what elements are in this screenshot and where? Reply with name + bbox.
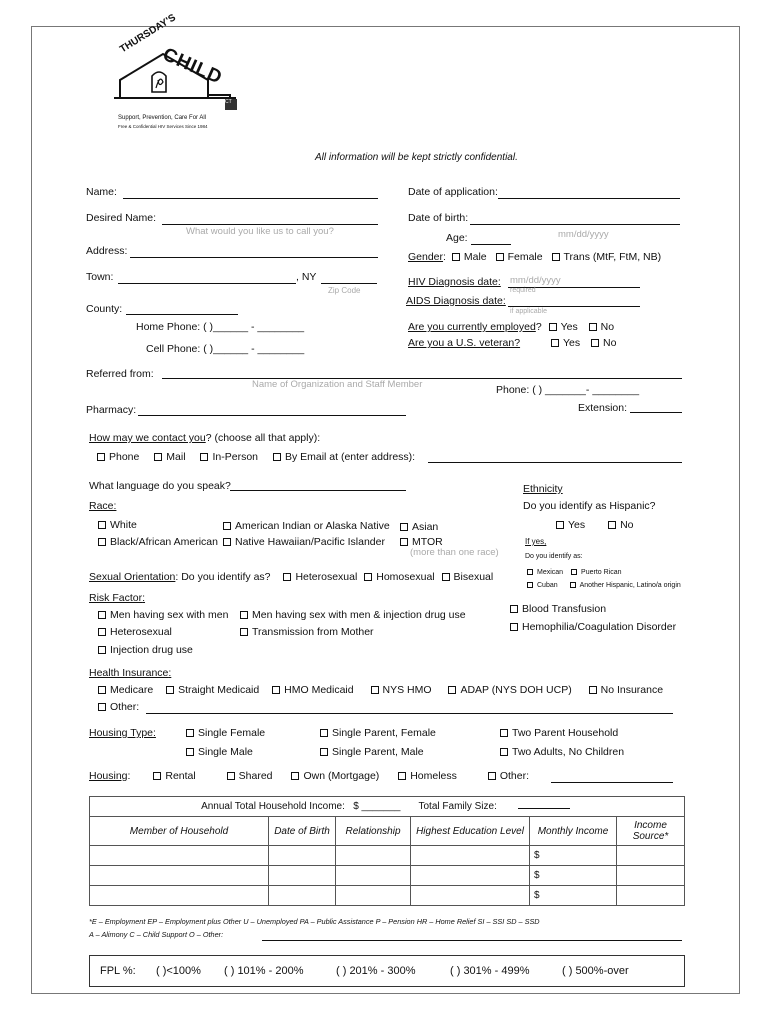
race-mtor-label: MTOR (412, 536, 443, 548)
relationship-cell[interactable] (336, 846, 411, 866)
insurance-adap-checkbox[interactable] (448, 686, 456, 694)
employed-no-checkbox[interactable] (589, 323, 597, 331)
orientation-bi-checkbox[interactable] (442, 573, 450, 581)
logo-badge: CT (225, 99, 232, 105)
housing-single-parent-male-checkbox[interactable] (320, 748, 328, 756)
member-cell[interactable] (90, 846, 269, 866)
fpl-label: FPL %: (100, 965, 136, 977)
header-education: Highest Education Level (411, 817, 530, 846)
risk-mother-label: Transmission from Mother (252, 626, 374, 638)
housing-two-adults-checkbox[interactable] (500, 748, 508, 756)
contact-question-row (89, 432, 320, 444)
insurance-medicare-label: Medicare (110, 684, 154, 696)
race-asian-option (400, 521, 438, 533)
risk-hetero-label: Heterosexual (110, 626, 172, 638)
contact-options (97, 451, 415, 463)
employed-question: Are you currently employed (408, 321, 536, 333)
hispanic-question: Do you identify as Hispanic? (523, 500, 656, 512)
veteran-no-label: No (603, 337, 617, 349)
hispanic-yes-label: Yes (568, 519, 586, 531)
employed-yes-checkbox[interactable] (549, 323, 557, 331)
risk-mother-option (240, 626, 374, 638)
date-of-application-label: Date of application: (408, 186, 498, 198)
name-label: Name: (86, 186, 117, 198)
date-of-birth-label: Date of birth: (408, 212, 469, 224)
housing-single-parent-male-option (320, 746, 424, 758)
monthly-income-cell[interactable]: $ (530, 886, 617, 906)
race-black-option (98, 536, 218, 548)
referred-from-hint: Name of Organization and Staff Member (252, 379, 423, 390)
referred-from-label: Referred from: (86, 368, 154, 380)
family-size-field[interactable] (518, 808, 570, 809)
race-white-checkbox[interactable] (98, 521, 106, 529)
insurance-none-label: No Insurance (600, 684, 664, 696)
contact-question: How may we contact you (89, 432, 206, 444)
date-of-application-field[interactable] (498, 198, 680, 199)
housing-own-checkbox[interactable] (291, 772, 299, 780)
language-field[interactable] (230, 490, 406, 491)
housing-two-parent-label: Two Parent Household (512, 727, 619, 739)
member-cell[interactable] (90, 866, 269, 886)
risk-hemophilia-label: Hemophilia/Coagulation Disorder (522, 621, 677, 633)
extension-label: Extension: (578, 402, 628, 414)
cuban-checkbox[interactable] (527, 582, 533, 588)
relationship-cell[interactable] (336, 866, 411, 886)
race-white-option (98, 519, 137, 531)
header-member: Member of Household (90, 817, 269, 846)
monthly-income-cell[interactable]: $ (530, 866, 617, 886)
hiv-diagnosis-hint: mm/dd/yyyy (510, 275, 561, 286)
household-summary-row (90, 797, 685, 817)
race-asian-checkbox[interactable] (400, 523, 408, 531)
race-black-checkbox[interactable] (98, 538, 106, 546)
housing-two-parent-checkbox[interactable] (500, 729, 508, 737)
gender-label: Gender (408, 251, 444, 263)
veteran-yes-checkbox[interactable] (551, 339, 559, 347)
veteran-group (408, 337, 616, 349)
contact-mail-label: Mail (166, 451, 186, 463)
cell-phone-label[interactable]: Cell Phone: ( )______ - ________ (146, 343, 305, 355)
risk-idu-option (98, 644, 193, 656)
insurance-hmo-medicaid-label: HMO Medicaid (284, 684, 354, 696)
insurance-straight-medicaid-checkbox[interactable] (166, 686, 174, 694)
race-hawaiian-checkbox[interactable] (223, 538, 231, 546)
household-row (90, 866, 685, 886)
housing-two-adults-option (500, 746, 624, 758)
housing-single-female-checkbox[interactable] (186, 729, 194, 737)
desired-name-label: Desired Name: (86, 212, 157, 224)
household-row (90, 886, 685, 906)
race-hawaiian-option (223, 536, 385, 548)
income-source-cell[interactable] (617, 866, 685, 886)
housing-other-label: Other: (499, 770, 530, 782)
aids-diagnosis-label: AIDS Diagnosis date: (406, 295, 506, 307)
annual-income-field[interactable]: $ _______ (353, 801, 401, 812)
orientation-bi-label: Bisexual (453, 571, 494, 583)
contact-phone-checkbox[interactable] (97, 453, 105, 461)
insurance-options (98, 684, 663, 696)
housing-other-field[interactable] (551, 782, 673, 783)
fpl-option-201-300[interactable]: ( ) 201% - 300% (336, 965, 416, 977)
housing-type-label: Housing Type: (89, 727, 156, 739)
logo-subtagline: Free & Confidential HIV Services Since 1984 (118, 124, 208, 129)
orientation-hetero-checkbox[interactable] (283, 573, 291, 581)
other-hispanic-checkbox[interactable] (570, 582, 576, 588)
housing-rental-label: Rental (165, 770, 196, 782)
insurance-other-checkbox[interactable] (98, 703, 106, 711)
age-label: Age: (446, 232, 468, 244)
employed-group: Are you currently employed? Yes No (408, 321, 615, 333)
if-yes-label: If yes, (525, 537, 547, 546)
race-asian-label: Asian (412, 521, 439, 533)
contact-email-checkbox[interactable] (273, 453, 281, 461)
gender-trans-checkbox[interactable] (552, 253, 560, 261)
insurance-other-field[interactable] (146, 713, 673, 714)
employed-yes-label: Yes (560, 321, 578, 333)
household-table (89, 796, 685, 906)
race-mtor-hint: (more than one race) (410, 547, 499, 558)
name-field[interactable] (123, 198, 378, 199)
hispanic-options (556, 519, 634, 531)
housing-shared-checkbox[interactable] (227, 772, 235, 780)
logo-tagline: Support, Prevention, Care For All (118, 115, 207, 121)
header-dob: Date of Birth (269, 817, 336, 846)
orientation-row (89, 571, 493, 583)
town-field[interactable] (118, 283, 296, 284)
ethnicity-label: Ethnicity (523, 483, 563, 495)
race-mtor-checkbox[interactable] (400, 538, 408, 546)
housing-row: Housing: Rental Shared Own (Mortgage) Homeless Other: (89, 770, 530, 782)
risk-factor-label: Risk Factor: (89, 592, 146, 604)
risk-blood-checkbox[interactable] (510, 605, 518, 613)
family-size-label: Total Family Size: (418, 801, 497, 812)
risk-blood-label: Blood Transfusion (522, 603, 607, 615)
race-american-indian-label: American Indian or Alaska Native (235, 520, 390, 532)
hiv-required-hint: required (510, 287, 536, 294)
housing-single-parent-female-checkbox[interactable] (320, 729, 328, 737)
contact-mail-checkbox[interactable] (154, 453, 162, 461)
income-source-legend-2: A – Alimony C – Child Support O – Other: (89, 930, 224, 939)
date-of-birth-field[interactable] (470, 224, 680, 225)
mexican-label: Mexican (537, 569, 564, 576)
insurance-straight-medicaid-label: Straight Medicaid (178, 684, 260, 696)
date-of-birth-hint: mm/dd/yyyy (558, 229, 609, 240)
mexican-checkbox[interactable] (527, 569, 533, 575)
puerto-rican-checkbox[interactable] (571, 569, 577, 575)
insurance-none-checkbox[interactable] (589, 686, 597, 694)
insurance-other-label: Other (110, 701, 137, 713)
fpl-option-101-200[interactable]: ( ) 101% - 200% (224, 965, 304, 977)
address-field[interactable] (130, 257, 378, 258)
housing-homeless-checkbox[interactable] (398, 772, 406, 780)
housing-homeless-label: Homeless (410, 770, 457, 782)
risk-msm-idu-checkbox[interactable] (240, 611, 248, 619)
county-label: County: (86, 303, 123, 315)
insurance-other-option: Other: (98, 701, 139, 713)
relationship-cell[interactable] (336, 886, 411, 906)
logo-wordmark-top: THURSDAY'S (118, 12, 178, 56)
housing-single-parent-male-label: Single Parent, Male (332, 746, 424, 758)
desired-name-field[interactable] (162, 224, 378, 225)
fpl-box (89, 955, 685, 987)
contact-phone-label: Phone (109, 451, 140, 463)
contact-email-field[interactable] (428, 462, 682, 463)
contact-in-person-label: In-Person (212, 451, 259, 463)
other-income-field[interactable] (262, 940, 682, 941)
income-source-legend-1: *E – Employment EP – Employment plus Other U – Unemployed PA – Public Assistance P – Pension HR – Home Relief SI – SSI SD – SSD (89, 917, 540, 926)
identify-as-label: Do you identify as: (525, 553, 583, 560)
risk-hetero-checkbox[interactable] (98, 628, 106, 636)
housing-single-parent-female-label: Single Parent, Female (332, 727, 436, 739)
gender-group: Gender: Male Female Trans (MtF, FtM, NB) (408, 251, 662, 263)
risk-mother-checkbox[interactable] (240, 628, 248, 636)
puerto-rican-label: Puerto Rican (581, 569, 622, 576)
logo-wordmark-main: CHILD (159, 44, 226, 89)
header-monthly-income: Monthly Income (530, 817, 617, 846)
insurance-hmo-medicaid-checkbox[interactable] (272, 686, 280, 694)
gender-female-checkbox[interactable] (496, 253, 504, 261)
header-relationship: Relationship (336, 817, 411, 846)
member-cell[interactable] (90, 886, 269, 906)
annual-income-label: Annual Total Household Income: (201, 801, 345, 812)
housing-rental-checkbox[interactable] (153, 772, 161, 780)
income-source-cell[interactable] (617, 886, 685, 906)
age-field[interactable] (471, 244, 511, 245)
cuban-label: Cuban (537, 582, 558, 589)
confidential-notice: All information will be kept strictly confidential. (315, 152, 518, 163)
zip-hint: Zip Code (328, 286, 361, 295)
insurance-label: Health Insurance: (89, 667, 172, 679)
language-label: What language do you speak? (89, 480, 231, 492)
housing-shared-label: Shared (238, 770, 273, 782)
housing-label: Housing (89, 770, 128, 782)
veteran-no-checkbox[interactable] (591, 339, 599, 347)
gender-male-label: Male (463, 251, 487, 263)
income-source-cell[interactable] (617, 846, 685, 866)
housing-two-adults-label: Two Adults, No Children (512, 746, 625, 758)
risk-hemophilia-checkbox[interactable] (510, 623, 518, 631)
employed-no-label: No (600, 321, 615, 333)
address-label: Address: (86, 245, 128, 257)
insurance-adap-label: ADAP (NYS DOH UCP) (460, 684, 572, 696)
home-phone-label[interactable]: Home Phone: ( )______ - ________ (136, 321, 305, 333)
pharmacy-field[interactable] (138, 415, 406, 416)
orientation-label: Sexual Orientation (89, 571, 176, 583)
housing-own-label: Own (Mortgage) (303, 770, 380, 782)
county-field[interactable] (126, 314, 238, 315)
risk-msm-idu-label: Men having sex with men & injection drug use (252, 609, 466, 621)
housing-other-checkbox[interactable] (488, 772, 496, 780)
other-hispanic-label: Another Hispanic, Latino/a origin (579, 582, 681, 589)
insurance-nys-hmo-label: NYS HMO (382, 684, 432, 696)
aids-if-applicable-hint: if applicable (510, 308, 547, 315)
risk-blood-option (510, 603, 606, 615)
risk-idu-label: Injection drug use (110, 644, 193, 656)
risk-msm-idu-option (240, 609, 466, 621)
education-cell[interactable] (411, 866, 530, 886)
veteran-yes-label: Yes (562, 337, 581, 349)
veteran-question: Are you a U.S. veteran? (408, 337, 521, 349)
hispanic-no-label: No (620, 519, 634, 531)
risk-hetero-option (98, 626, 172, 638)
insurance-nys-hmo-checkbox[interactable] (371, 686, 379, 694)
housing-single-male-option (186, 746, 253, 758)
hispanic-origin-row-2 (527, 582, 681, 590)
header-income-source: Income Source* (617, 817, 685, 846)
hispanic-yes-checkbox[interactable] (556, 521, 564, 529)
race-white-label: White (110, 519, 137, 531)
desired-name-hint: What would you like us to call you? (186, 226, 334, 237)
education-cell[interactable] (411, 846, 530, 866)
hiv-diagnosis-label: HIV Diagnosis date: (408, 276, 501, 288)
pharmacy-label: Pharmacy: (86, 404, 137, 416)
town-label: Town: (86, 271, 114, 283)
risk-msm-checkbox[interactable] (98, 611, 106, 619)
housing-single-male-checkbox[interactable] (186, 748, 194, 756)
aids-diagnosis-field[interactable] (508, 306, 640, 307)
referral-phone-label[interactable]: Phone: ( ) _______- ________ (496, 384, 640, 396)
gender-female-label: Female (507, 251, 543, 263)
race-american-indian-checkbox[interactable] (223, 522, 231, 530)
insurance-medicare-checkbox[interactable] (98, 686, 106, 694)
race-hawaiian-label: Native Hawaiian/Pacific Islander (235, 536, 385, 548)
education-cell[interactable] (411, 886, 530, 906)
fpl-option-500-over[interactable]: ( ) 500%-over (562, 965, 629, 977)
housing-single-male-label: Single Male (198, 746, 253, 758)
risk-msm-option (98, 609, 228, 621)
orientation-homo-label: Homosexual (376, 571, 435, 583)
orientation-hetero-label: Heterosexual (295, 571, 358, 583)
risk-hemophilia-option (510, 621, 676, 633)
contact-question-suffix: ? (choose all that apply): (205, 432, 321, 444)
orientation-question: : Do you identify as? (175, 571, 271, 583)
dob-cell[interactable] (269, 866, 336, 886)
extension-field[interactable] (630, 412, 682, 413)
dob-cell[interactable] (269, 846, 336, 866)
gender-male-checkbox[interactable] (452, 253, 460, 261)
hispanic-no-checkbox[interactable] (608, 521, 616, 529)
orientation-homo-checkbox[interactable] (364, 573, 372, 581)
dob-cell[interactable] (269, 886, 336, 906)
gender-trans-label: Trans (MtF, FtM, NB) (563, 251, 662, 263)
ny-label: , NY (296, 271, 317, 283)
monthly-income-cell[interactable]: $ (530, 846, 617, 866)
contact-in-person-checkbox[interactable] (200, 453, 208, 461)
race-label: Race: (89, 500, 117, 512)
household-row (90, 846, 685, 866)
hispanic-origin-row-1 (527, 569, 622, 577)
race-american-indian-option (223, 520, 390, 532)
zip-field[interactable] (321, 283, 377, 284)
housing-single-parent-female-option (320, 727, 436, 739)
risk-idu-checkbox[interactable] (98, 646, 106, 654)
housing-two-parent-option (500, 727, 618, 739)
contact-email-label: By Email at (enter address): (284, 451, 416, 463)
housing-single-female-label: Single Female (198, 727, 266, 739)
fpl-option-301-499[interactable]: ( ) 301% - 499% (450, 965, 530, 977)
household-header-row (90, 817, 685, 846)
race-black-label: Black/African American (110, 536, 218, 548)
risk-msm-label: Men having sex with men (110, 609, 229, 621)
housing-single-female-option (186, 727, 265, 739)
fpl-option-under-100[interactable]: ( )<100% (156, 965, 201, 977)
